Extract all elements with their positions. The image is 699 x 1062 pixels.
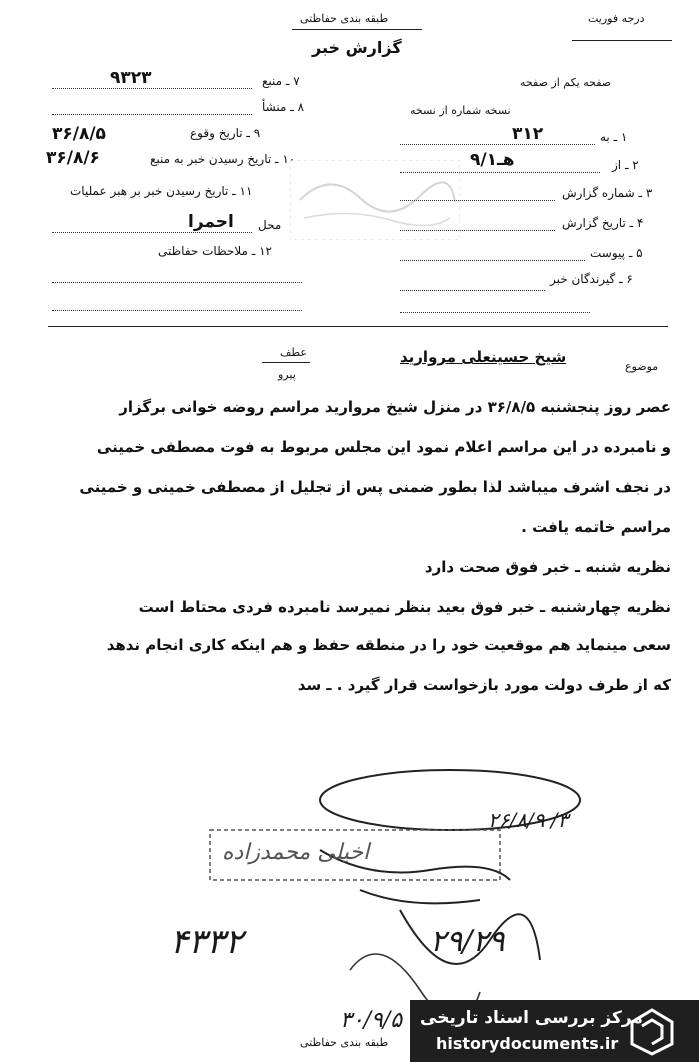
opinion-two-line-3: که از طرف دولت مورد بازخواست قرار گیرد . ـ سد	[297, 676, 671, 694]
signature-scribbles	[150, 760, 670, 1000]
from-value: ۹/هـ۱	[470, 150, 515, 170]
opinion-one: نظریه شنبه ـ خبر فوق صحت دارد	[424, 558, 671, 576]
receipt-date-value: ۳۶/۸/۶	[46, 148, 100, 168]
place-label: محل	[258, 218, 282, 232]
place-dots	[52, 232, 252, 233]
subject-top-rule	[48, 326, 668, 327]
atf-label: عطف	[280, 346, 307, 359]
notes-dots-2	[52, 310, 302, 311]
origin-dots	[52, 114, 252, 115]
classification-top: طبقه بندی حفاظتی	[300, 12, 389, 25]
source-label: ۷ ـ منبع	[262, 74, 300, 88]
security-notes-label: ۱۲ ـ ملاحظات حفاظتی	[158, 244, 272, 258]
source-dots	[52, 88, 252, 89]
attachment-dots	[400, 260, 585, 261]
recipients-dots-2	[400, 312, 590, 313]
ops-receipt-date-label: ۱۱ ـ تاریخ رسیدن خبر بر هبر عملیات	[70, 184, 253, 198]
peiro-label: پیرو	[278, 368, 296, 381]
handwritten-bottom-note: ۳۰/۹/۵	[340, 1008, 403, 1033]
page-label: صفحه یکم از صفحه	[520, 76, 612, 89]
recipients-dots-1	[400, 290, 545, 291]
body-line-2: و نامبرده در این مراسم اعلام نمود این مجلس مربوط به فوت مصطفی خمینی	[96, 438, 671, 456]
receipt-date-label: ۱۰ ـ تاریخ رسیدن خبر به منبع	[150, 152, 296, 166]
report-number-label: ۳ ـ شماره گزارش	[562, 186, 653, 200]
occurrence-date-label: ۹ ـ تاریخ وقوع	[190, 126, 261, 140]
handwritten-number-one: ۴۳۳۲	[170, 922, 244, 962]
classification-bottom: طبقه بندی حفاظتی	[300, 1036, 389, 1049]
to-label: ۱ ـ به	[600, 130, 628, 144]
opinion-two-line-1: نظریه چهارشنبه ـ خبر فوق بعید بنظر نمیرسد نامبرده فردی محتاط است	[138, 598, 671, 616]
origin-label: ۸ ـ منشأ	[262, 100, 305, 114]
body-line-1: عصر روز پنجشنبه ۳۶/۸/۵ در منزل شیخ مروارید مراسم روضه خوانی برگزار	[119, 398, 671, 416]
to-dots	[400, 144, 595, 145]
to-value: ۳۱۲	[512, 124, 544, 144]
source-value: ۹۳۲۳	[110, 68, 152, 88]
notes-dots-1	[52, 282, 302, 283]
copy-label: نسخه شماره از نسخه	[410, 104, 511, 117]
watermark-url[interactable]: historydocuments.ir	[436, 1034, 619, 1053]
handwritten-name-box: اخیلی محمدزاده	[222, 840, 370, 865]
from-label: ۲ ـ از	[612, 158, 639, 172]
form-title: گزارش خبر	[312, 38, 402, 57]
subject-value: شیخ حسینعلی مروارید	[400, 348, 567, 366]
recipients-label: ۶ ـ گیرندگان خبر	[550, 272, 633, 286]
body-line-4: مراسم خاتمه یافت .	[521, 518, 671, 536]
header-rule	[292, 29, 422, 30]
handwritten-number-two: ۲۹/۲۹	[430, 924, 505, 959]
occurrence-date-value: ۳۶/۸/۵	[52, 124, 106, 144]
atf-peiro-rule	[262, 362, 310, 363]
subject-label: موضوع	[625, 360, 659, 373]
place-value: احمرا	[188, 212, 234, 232]
stamp-smudge	[290, 160, 460, 240]
watermark-title: مرکز بررسی اسناد تاریخی	[420, 1008, 643, 1028]
opinion-two-line-2: سعی مینماید هم موقعیت خود را در منطقه حفظ و هم اینکه کاری انجام ندهد	[106, 636, 671, 654]
priority-rule	[572, 40, 672, 41]
report-date-label: ۴ ـ تاریخ گزارش	[562, 216, 644, 230]
priority-label: درجه فوریت	[588, 12, 645, 25]
handwritten-date-note: ۲۶/۸/۹ /۳	[488, 808, 569, 832]
body-line-3: در نجف اشرف میباشد لذا بطور ضمنی پس از تجلیل از مصطفی خمینی و خمینی	[79, 478, 671, 496]
attachment-label: ۵ ـ پیوست	[590, 246, 643, 260]
